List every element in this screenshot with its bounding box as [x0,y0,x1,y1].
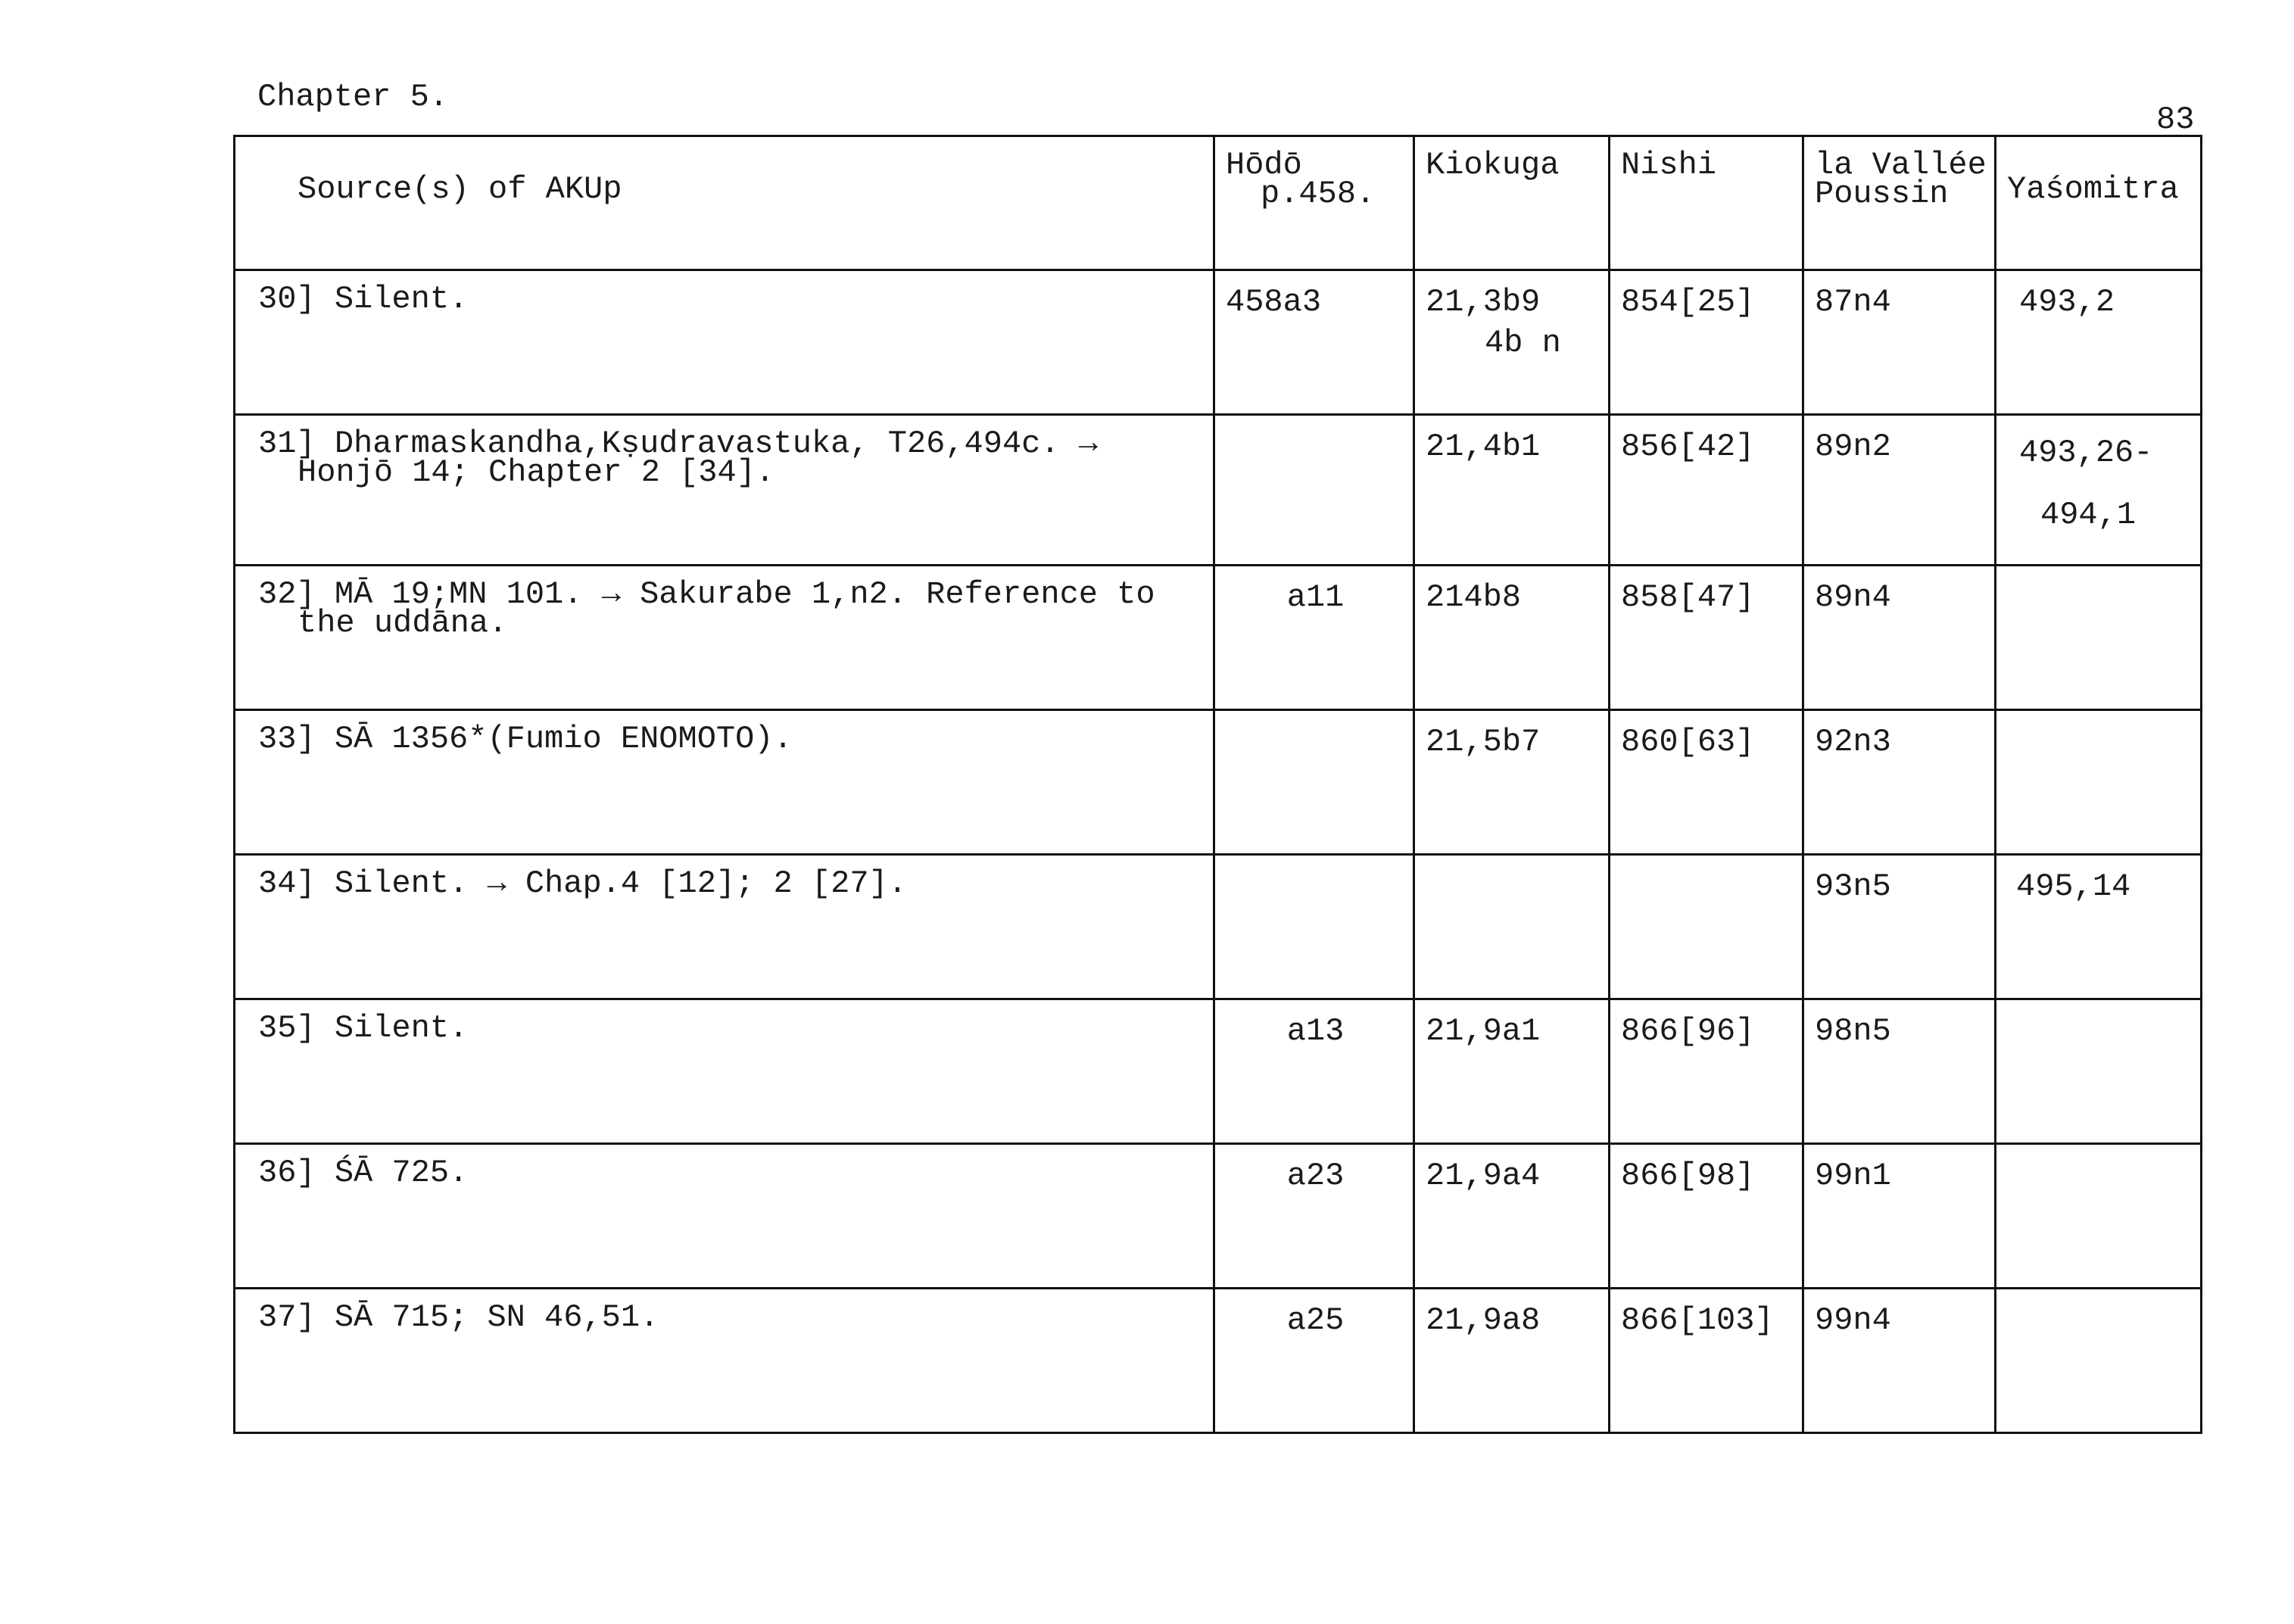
source-cell [235,855,1214,999]
kiokuga-cell: 21,5b7 [1414,710,1610,855]
nishi-cell: 856[42] [1610,415,1803,566]
lavallee-cell: 99n4 [1803,1289,1996,1433]
nishi-cell: 858[47] [1610,566,1803,710]
hodo-cell [1214,710,1414,855]
lavallee-cell: 93n5 [1803,855,1996,999]
kiokuga-cell: 21,9a8 [1414,1289,1610,1433]
header-lavallee [1803,136,1996,270]
yasomitra-text-line2: 494,1 [2040,497,2137,533]
header-hodo [1214,136,1414,270]
yasomitra-cell [1996,566,2202,710]
source-text: 32] MĀ 19;MN 101. → Sakurabe 1,n2. Reference to [258,576,1155,613]
source-cell [235,999,1214,1144]
kiokuga-cell: 21,9a4 [1414,1144,1610,1289]
nishi-cell: 860[63] [1610,710,1803,855]
hodo-cell [1214,415,1414,566]
source-cell [235,1144,1214,1289]
sources-table [233,135,2202,1434]
header-hodo-title: Hōdō [1226,147,1302,183]
source-cell [235,566,1214,710]
source-cell [235,1289,1214,1433]
kiokuga-subtext: 4b n [1485,325,1561,361]
source-text: 35] Silent. [258,1010,469,1046]
hodo-cell [1214,855,1414,999]
yasomitra-cell [1996,710,2202,855]
header-yasomitra: Yaśomitra [1996,136,2202,270]
source-text: 36] ŚĀ 725. [258,1155,469,1191]
table-row [235,710,2202,855]
table-header-row [235,136,2202,270]
header-hodo-page: p.458. [1261,176,1376,212]
table-row [235,999,2202,1144]
source-text: 33] SĀ 1356*(Fumio ENOMOTO). [258,721,793,757]
kiokuga-text: 21,3b9 [1426,284,1541,320]
chapter-heading: Chapter 5. [257,79,449,115]
table-row [235,415,2202,566]
hodo-cell: a23 [1214,1144,1414,1289]
table-row [235,1289,2202,1433]
hodo-cell: a25 [1214,1289,1414,1433]
hodo-cell: a13 [1214,999,1414,1144]
source-text-line2: the uddāna. [298,605,508,641]
lavallee-cell: 98n5 [1803,999,1996,1144]
source-cell [235,710,1214,855]
hodo-cell: 458a3 [1214,270,1414,415]
yasomitra-cell [1996,415,2202,566]
yasomitra-cell [1996,999,2202,1144]
source-text-line2: Honjō 14; Chapter 2 [34]. [298,454,775,491]
hodo-cell: a11 [1214,566,1414,710]
lavallee-cell: 87n4 [1803,270,1996,415]
nishi-cell [1610,855,1803,999]
kiokuga-cell [1414,855,1610,999]
header-lavallee-line2: Poussin [1815,176,1949,212]
kiokuga-cell: 21,4b1 [1414,415,1610,566]
nishi-cell: 866[98] [1610,1144,1803,1289]
table-row [235,270,2202,415]
yasomitra-text: 493,26- [2019,435,2153,471]
yasomitra-cell: 495,14 [1996,855,2202,999]
table-row [235,855,2202,999]
table-row [235,1144,2202,1289]
header-nishi: Nishi [1610,136,1803,270]
yasomitra-cell [1996,1289,2202,1433]
page-number: 83 [2156,101,2195,138]
source-text: 37] SĀ 715; SN 46,51. [258,1299,659,1336]
source-text: 30] Silent. [258,281,469,317]
kiokuga-cell [1414,270,1610,415]
yasomitra-cell [1996,1144,2202,1289]
nishi-cell: 866[103] [1610,1289,1803,1433]
kiokuga-cell: 21,9a1 [1414,999,1610,1144]
lavallee-cell: 92n3 [1803,710,1996,855]
header-source: Source(s) of AKUp [235,136,1214,270]
header-kiokuga: Kiokuga [1414,136,1610,270]
source-text: 34] Silent. → Chap.4 [12]; 2 [27]. [258,865,907,902]
kiokuga-cell: 214b8 [1414,566,1610,710]
yasomitra-cell: 493,2 [1996,270,2202,415]
lavallee-cell: 89n2 [1803,415,1996,566]
table-row [235,566,2202,710]
lavallee-cell: 99n1 [1803,1144,1996,1289]
source-cell [235,270,1214,415]
source-cell [235,415,1214,566]
source-text: 31] Dharmaskandha,Kṣudravastuka, T26,494c. → [258,425,1098,462]
lavallee-cell: 89n4 [1803,566,1996,710]
nishi-cell: 854[25] [1610,270,1803,415]
header-lavallee-line1: la Vallée [1815,147,1987,183]
nishi-cell: 866[96] [1610,999,1803,1144]
